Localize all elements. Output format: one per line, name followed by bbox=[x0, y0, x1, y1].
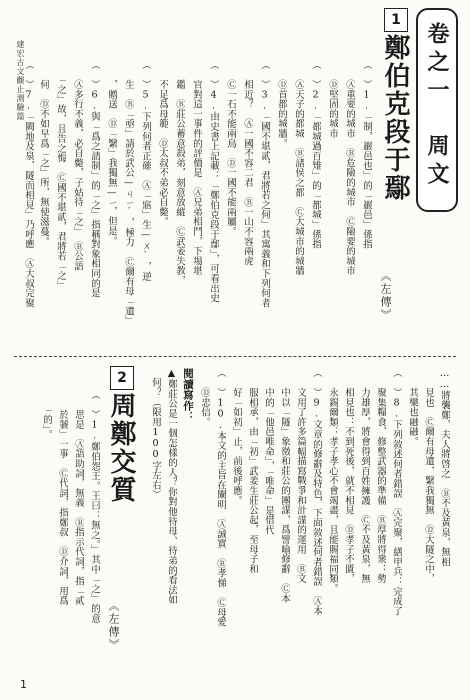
a1-line-4: （ ）2.「都城過百雉」的「都城」係指 bbox=[310, 60, 321, 249]
a1-line-19: 「之」故，且告之悔 Ⓒ國不堪貳，君將若「之」 bbox=[55, 60, 66, 291]
a2-line-1: （ ）1.鄭伯怨王。王曰：無之。」其中「之」的意 bbox=[89, 390, 100, 624]
a1c-line-16: Ⓓ忠信。 bbox=[199, 368, 210, 427]
a1c-line-7: 相見也：不到死後，就不相見 Ⓓ孝子不匱， bbox=[343, 368, 354, 584]
a1c-line-2: 見也 Ⓒ爾有母遺，繄我獨無 Ⓓ大隧之中， bbox=[423, 368, 434, 584]
a1-line-18: Ⓐ多行不義，必自斃，子姑待「之」 Ⓑ公語 bbox=[72, 60, 83, 271]
a1c-line-12: 中的「他邑唯命」，「唯命」是借代 bbox=[263, 368, 274, 535]
article-2-number: 2 bbox=[110, 366, 134, 390]
a1c-line-10: 文用了許多篇幅描寫戰爭和計謀的運用 Ⓑ文 bbox=[295, 368, 306, 584]
a1-line-14: （ ）5.下列何者正確 Ⓐ「寤」生—ㄨˋ，逆 bbox=[140, 60, 151, 282]
a1-line-3: Ⓓ堅固的城市 bbox=[327, 60, 338, 139]
writing-heading: 閱讀寫作： bbox=[182, 368, 194, 422]
a2-line-3: 於虢」一事 Ⓒ代詞，指鄭叔 Ⓓ介詞，用爲 bbox=[57, 390, 68, 606]
a1c-line-4: （ ）8.下列敘述何者錯誤 Ⓐ完聚，繕甲兵：完成了 bbox=[391, 368, 402, 616]
a1-line-21: （ ）7.「闕地及泉，隧而相見」乃呼應 Ⓐ大叔完聚 bbox=[23, 60, 34, 308]
a1c-line-11: 中以「隧」象徵和莊公的團謀，爲譬喻修辭 Ⓒ本 bbox=[279, 368, 290, 604]
a1-line-15: 生 Ⓑ「亟」請於武公—ㄐㄧˊ，極力 Ⓒ爾有母「遺」 bbox=[123, 60, 134, 326]
a1c-line-13: 服相承，由「初」武姜生莊公起，至母子和 bbox=[247, 368, 258, 574]
a1c-line-15: （ ）10.本文的主旨在闡明 Ⓐ誠實 Ⓑ孝悌 Ⓒ母愛 bbox=[215, 368, 226, 627]
a1-line-8: 相近？ Ⓐ一國不容二君 Ⓑ一山不容兩虎 bbox=[242, 60, 253, 266]
a1c-line-14: 好「如初」止，前後呼應。 bbox=[231, 368, 242, 506]
volume-tab bbox=[416, 8, 458, 212]
a2-line-2: 思是 Ⓐ語助詞，無義 Ⓑ指示代詞，指「貳 bbox=[73, 390, 84, 606]
a1c-line-5: 聚集糧食、修整武器的準備 Ⓑ厚將得衆：勢 bbox=[375, 368, 386, 584]
a1-line-1: （ ）1.「制，巖邑也」的「巖邑」係指 bbox=[361, 60, 372, 249]
a1c-line-9: （ ）9.文章的修辭及特色，下面敘述何者錯誤 Ⓐ本 bbox=[311, 368, 322, 616]
a1-line-2: Ⓐ重要的城市 Ⓑ危險的城市 Ⓒ險要的城市 bbox=[344, 60, 355, 276]
a1-line-6: Ⓓ首都的城牆。 bbox=[276, 60, 287, 149]
article-1-number: 1 bbox=[384, 8, 408, 32]
a1c-line-8: 永錫爾類：孝子孝心不會竭盡，且能賜福同類。 bbox=[327, 368, 338, 594]
a1-line-17: （ ）6.與「爲之請制」的「之」指稱對象相同的是 bbox=[89, 60, 100, 298]
a1-line-7: （ ）3.「國不堪貳，君將若之何」其寓義和下列何者 bbox=[259, 60, 270, 308]
margin-note: 建宏古文觀止測驗篇 bbox=[16, 40, 25, 121]
article-1-source: 《左傳》 bbox=[379, 270, 392, 322]
article-2-title: 周鄭交質 bbox=[106, 392, 136, 504]
a1-line-20: 何 Ⓓ不如早爲「之」所，無使滋蔓。 bbox=[38, 60, 49, 247]
a1c-line-6: 力雄厚，將會得到百姓擁護 Ⓒ不及黃泉，無 bbox=[359, 368, 370, 584]
page-number: 1 bbox=[20, 678, 27, 691]
article-1-title: 鄭伯克段于鄢 bbox=[380, 34, 410, 202]
writing-line-2: 何？（限用100字左右） bbox=[150, 368, 161, 500]
a1-line-12: 鑑 Ⓑ莊公蓄意殺弟，刻意放縱 Ⓒ武姜失教， bbox=[174, 60, 185, 286]
a1c-line-1: ……將襲鄭，夫人將啓之 Ⓑ不及黃泉，無相 bbox=[439, 368, 450, 567]
writing-line-1: ▲鄭莊公是一個怎樣的人？你對他待母、待弟的看法如 bbox=[166, 368, 177, 605]
section-divider bbox=[14, 356, 456, 357]
a1c-line-3: 其樂也融融。 bbox=[407, 368, 418, 447]
a1-line-13: 不足爲母範 Ⓓ太叔不弟必自斃。 bbox=[157, 60, 168, 227]
a1-line-10: （ ）4.由史書上記載：「鄭伯克段于鄢」，可看出史 bbox=[208, 60, 219, 303]
a1-line-5: Ⓐ天子的都城 Ⓑ諸侯之都 Ⓒ大城市的城牆 bbox=[293, 60, 304, 276]
volume-title: 卷之一 周文 bbox=[424, 22, 450, 190]
article-2-source: 《左傳》 bbox=[107, 600, 120, 652]
a1-line-16: ，贈送 Ⓓ「繄」我獨無—ㄧ，但是。 bbox=[106, 60, 117, 246]
a2-line-4: 「的」。 bbox=[41, 390, 52, 440]
a1-line-11: 官對這一事件的評價是 Ⓐ兄弟相鬥，下場堪 bbox=[191, 60, 202, 276]
a1-line-9: Ⓒ一石不能兩鳥 Ⓓ一國不能兩屬。 bbox=[225, 60, 236, 237]
